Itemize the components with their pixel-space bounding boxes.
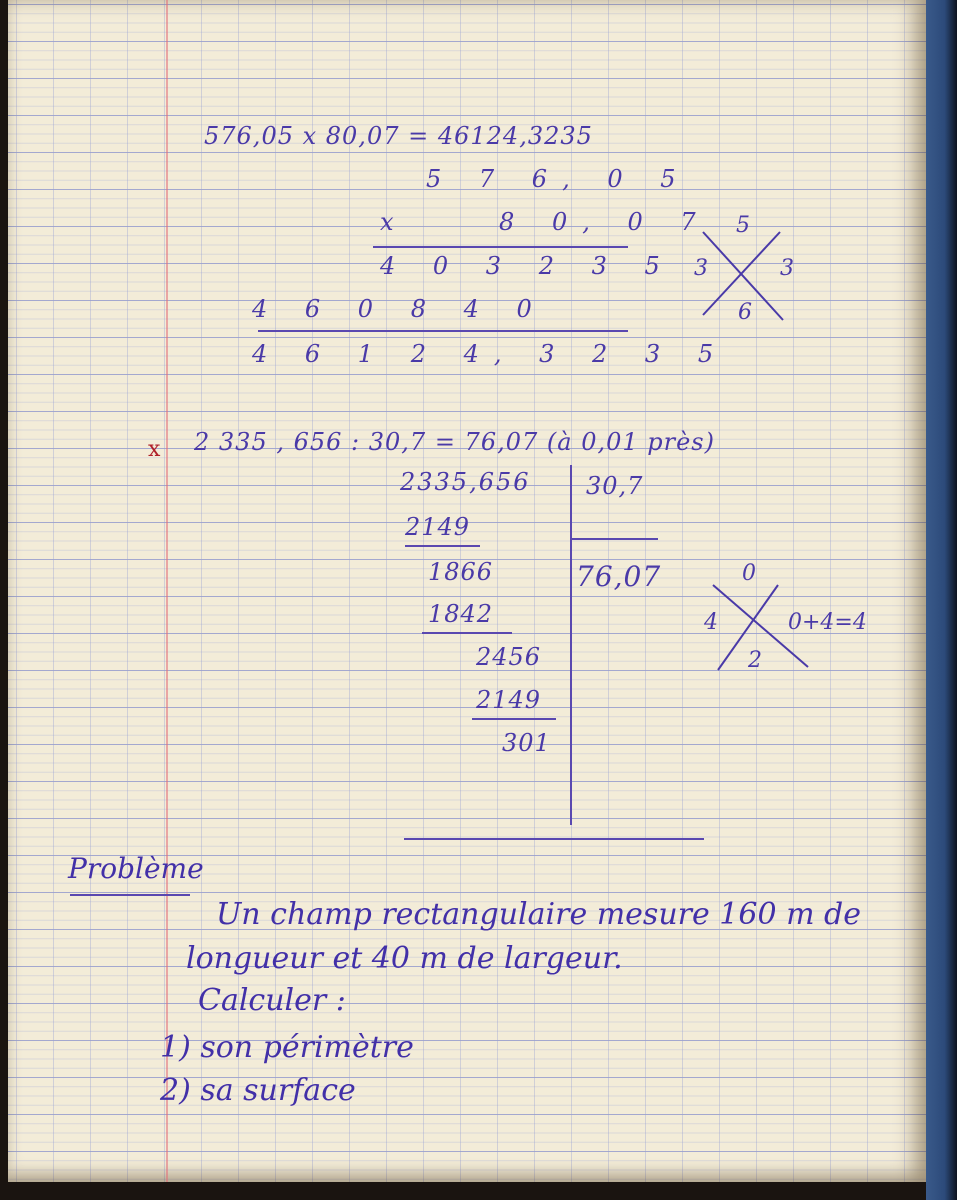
check-bottom: 6 xyxy=(738,300,752,325)
multiplication-result: 4 6 1 2 4, 3 2 3 5 xyxy=(252,340,729,368)
multiplicand: 5 7 6, 0 5 xyxy=(426,165,691,193)
div-check-bottom: 2 xyxy=(748,648,762,673)
notebook-page xyxy=(8,0,926,1182)
title-underline xyxy=(70,894,190,896)
problem-line-2: longueur et 40 m de largeur. xyxy=(186,941,623,976)
notebook-cover-edge xyxy=(926,0,957,1200)
division-step-5: 2149 xyxy=(476,686,542,714)
division-step-3: 1842 xyxy=(428,600,494,628)
dividend: 2335,656 xyxy=(400,468,531,496)
multiplication-equation: 576,05 x 80,07 = 46124,3235 xyxy=(204,122,593,150)
check-left: 3 xyxy=(694,256,708,281)
division-step-1: 2149 xyxy=(405,513,471,541)
division-step-4: 2456 xyxy=(476,643,542,671)
division-equation: 2 335 , 656 : 30,7 = 76,07 (à 0,01 près) xyxy=(194,428,715,456)
problem-title: Problème xyxy=(68,852,204,885)
check-top: 5 xyxy=(736,213,750,238)
step-rule-3 xyxy=(472,718,556,720)
problem-item-2: 2) sa surface xyxy=(160,1073,356,1108)
multiplication-rule xyxy=(373,246,628,248)
div-check-right: 0+4=4 xyxy=(788,610,867,635)
check-right: 3 xyxy=(780,256,794,281)
red-mark: x xyxy=(148,437,161,462)
result-rule xyxy=(258,330,628,332)
step-rule-2 xyxy=(422,632,512,634)
quotient-rule xyxy=(570,538,658,540)
problem-line-1: Un champ rectangulaire mesure 160 m de xyxy=(216,897,862,932)
division-step-2: 1866 xyxy=(428,558,494,586)
multiplier: x 8 0, 0 7 xyxy=(380,208,711,236)
div-check-top: 0 xyxy=(742,561,756,586)
division-remainder: 301 xyxy=(502,729,551,757)
problem-item-1: 1) son périmètre xyxy=(160,1030,414,1065)
divisor: 30,7 xyxy=(586,472,644,500)
division-vertical-rule xyxy=(570,465,572,825)
step-rule-1 xyxy=(405,545,480,547)
end-rule xyxy=(404,838,704,840)
div-check-left: 4 xyxy=(704,610,718,635)
quotient: 76,07 xyxy=(576,560,662,593)
margin-line xyxy=(166,0,168,1182)
partial-product-1: 4 0 3 2 3 5 xyxy=(380,252,675,280)
problem-instruction: Calculer : xyxy=(198,983,346,1018)
partial-product-2: 4 6 0 8 4 0 xyxy=(252,295,547,323)
